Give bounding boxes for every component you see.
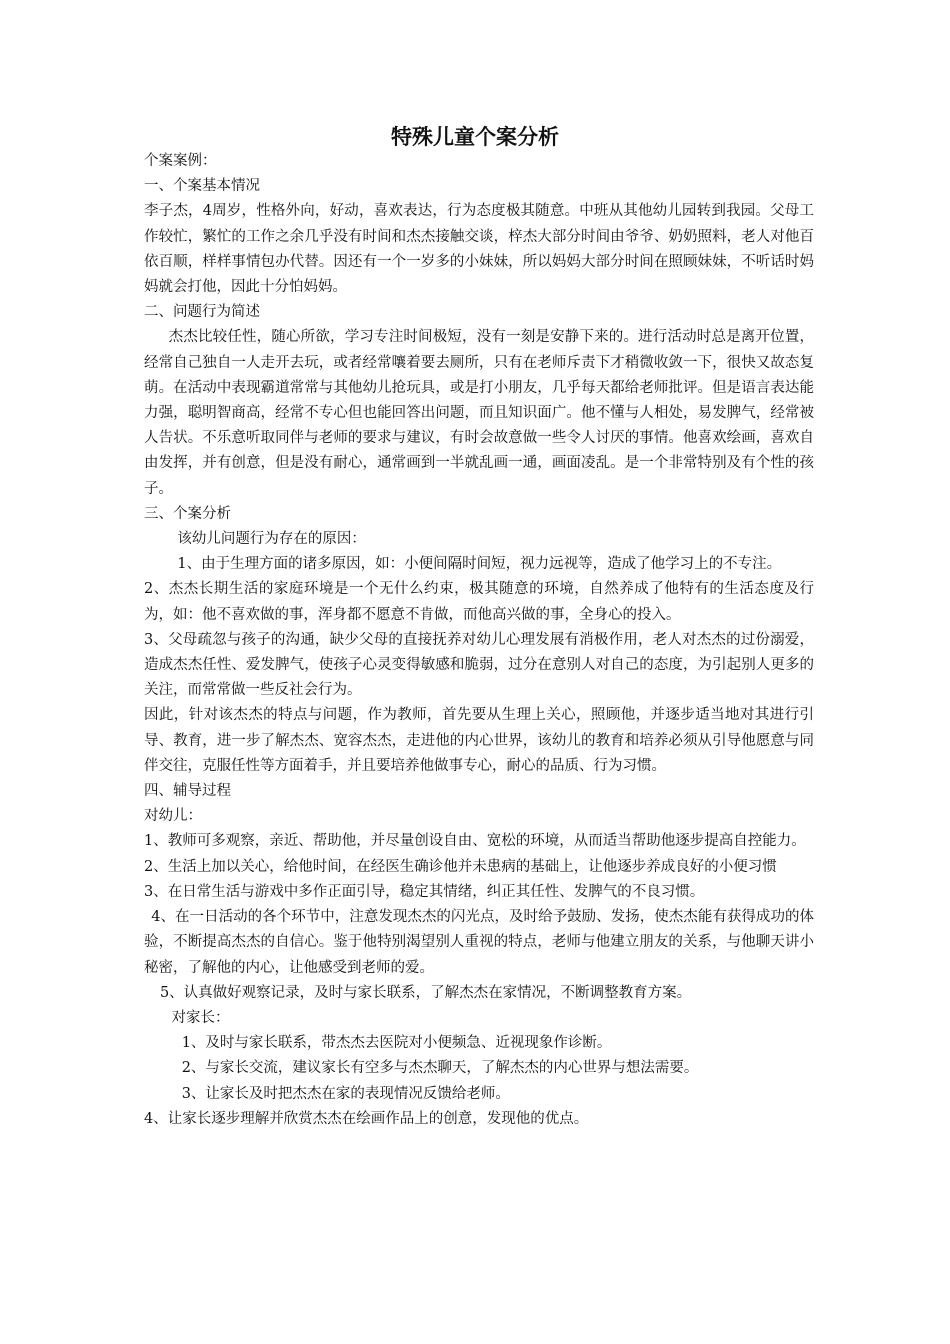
section-heading-guidance: 四、辅导过程 <box>144 783 231 800</box>
document-body <box>144 149 814 1132</box>
document-title: 特殊儿童个案分析 <box>391 125 559 149</box>
section-heading-behavior: 二、问题行为简述 <box>144 304 260 321</box>
for-parents-label: 对家长： <box>171 1009 230 1026</box>
section-heading-basic-info: 一、个案基本情况 <box>144 178 260 195</box>
parent-item-4: 4、让家长逐步理解并欣赏杰杰在绘画作品上的创意，发现他的优点。 <box>144 1110 589 1127</box>
child-item-3: 3、在日常生活与游戏中多作正面引导，稳定其情绪，纠正其任性、发脾气的不良习惯。 <box>144 883 705 900</box>
section-heading-analysis: 三、个案分析 <box>144 505 231 522</box>
parent-item-1: 1、及时与家长联系，带杰杰去医院对小便频急、近视现象作诊断。 <box>181 1035 612 1052</box>
parent-item-2: 2、与家长交流，建议家长有空多与杰杰聊天，了解杰杰的内心世界与想法需要。 <box>181 1060 699 1077</box>
analysis-intro: 该幼儿问题行为存在的原因： <box>177 531 366 548</box>
analysis-item-2: 2、杰杰长期生活的家庭环境是一个无什么约束，极其随意的环境，自然养成了他特有的生活态度及行为，如：他不喜欢做的事，浑身都不愿意不肯做，而他高兴做的事，全身心的投入。 <box>144 581 814 623</box>
for-child-label: 对幼儿： <box>144 808 202 825</box>
parent-item-3: 3、让家长及时把杰杰在家的表现情况反馈给老师。 <box>181 1085 510 1102</box>
analysis-conclusion: 因此，针对该杰杰的特点与问题，作为教师，首先要从生理上关心，照顾他，并逐步适当地对其进行引导、教育，进一步了解杰杰、宽容杰杰，走进他的内心世界，该幼儿的教育和培养必须从引导他愿意与同伴交往，克服任性等方面着手，并且要培养他做事专心，耐心的品质、行为习惯。 <box>144 707 814 774</box>
basic-info-paragraph: 李子杰，4周岁，性格外向，好动，喜欢表达，行为态度极其随意。中班从其他幼儿园转到我园。父母工作较忙，繁忙的工作之余几乎没有时间和杰杰接触交谈，梓杰大部分时间由爷爷、奶奶照料，老人对他百依百顺，样样事情包办代替。因还有一个一岁多的小妹妹，所以妈妈大部分时间在照顾妹妹，不听话时妈妈就会打他，因此十分怕妈妈。 <box>144 203 814 296</box>
child-item-2: 2、生活上加以关心，给他时间，在经医生确诊他并未患病的基础上，让他逐步养成良好的小便习惯 <box>144 858 777 875</box>
case-label: 个案案例： <box>144 153 217 169</box>
child-item-1: 1、教师可多观察，亲近、帮助他，并尽量创设自由、宽松的环境，从而适当帮助他逐步提高自控能力。 <box>144 833 806 850</box>
analysis-item-3: 3、父母疏忽与孩子的沟通，缺少父母的直接抚养对幼儿心理发展有消极作用，老人对杰杰的过份溺爱，造成杰杰任性、爱发脾气，使孩子心灵变得敏感和脆弱，过分在意别人对自己的态度，为引起别人更多的关注，而常常做一些反社会行为。 <box>144 631 814 699</box>
child-item-5: 5、认真做好观察记录，及时与家长联系，了解杰杰在家情况，不断调整教育方案。 <box>159 984 692 1001</box>
child-item-4: 4、在一日活动的各个环节中，注意发现杰杰的闪光点，及时给予鼓励、发扬，使杰杰能有获得成功的体验，不断提高杰杰的自信心。鉴于他特别渴望别人重视的特点，老师与他建立朋友的关系，与他聊天讲小秘密，了解他的内心，让他感受到老师的爱。 <box>144 909 814 976</box>
analysis-item-1: 1、由于生理方面的诸多原因，如：小便间隔时间短，视力远视等，造成了他学习上的不专注。 <box>177 556 782 573</box>
behavior-paragraph: 杰杰比较任性，随心所欲，学习专注时间极短，没有一刻是安静下来的。进行活动时总是离开位置，经常自己独自一人走开去玩，或者经常嚷着要去厕所，只有在老师斥责下才稍微收敛一下，很快又故态复萌。在活动中表现霸道常常与其他幼儿抢玩具，或是打小朋友，几乎每天都给老师批评。但是语言表达能力强，聪明智商高，经常不专心但也能回答出问题，而且知识面广。他不懂与人相处，易发脾气，经常被人告状。不乐意听取同伴与老师的要求与建议，有时会故意做一些令人讨厌的事情。他喜欢绘画，喜欢自由发挥，并有创意，但是没有耐心，通常画到一半就乱画一通，画面凌乱。是一个非常特别及有个性的孩子。 <box>144 329 814 497</box>
